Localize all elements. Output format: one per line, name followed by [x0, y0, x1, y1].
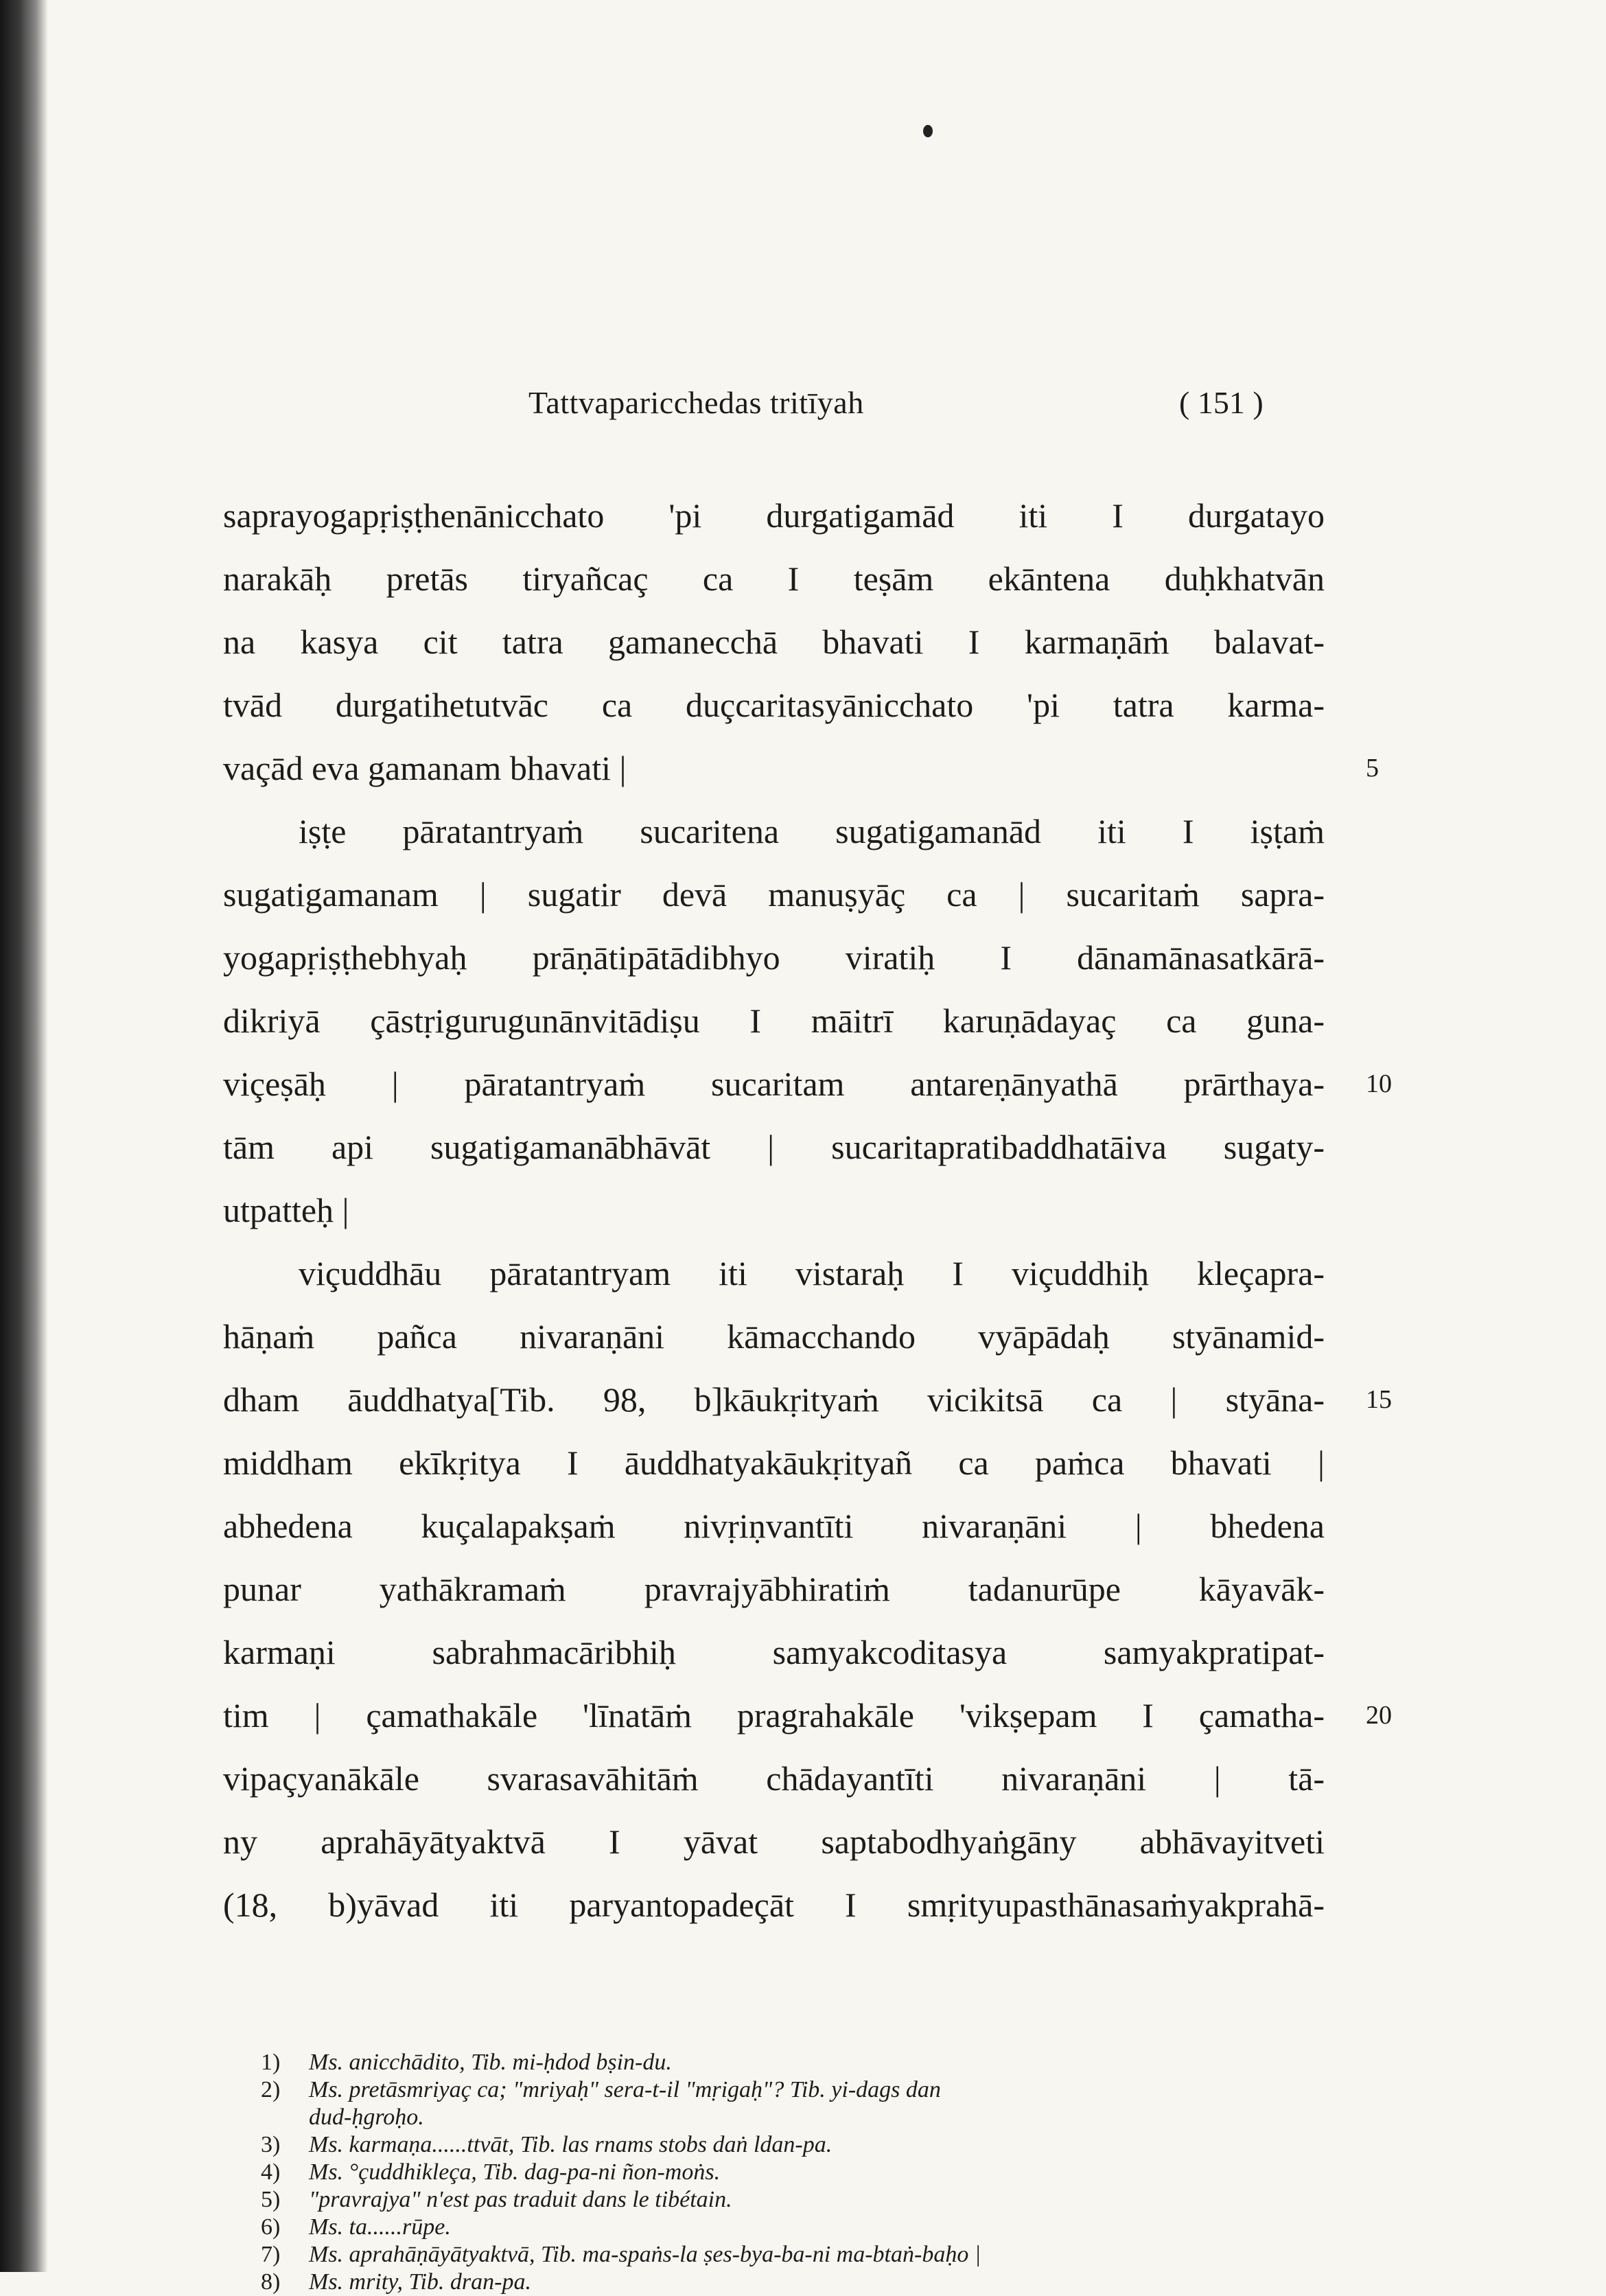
- ink-dot: [923, 125, 933, 137]
- footnote-text: Ms. karmaṇa......ttvāt, Tib. las rnams stobs daṅ ldan-pa.: [309, 2132, 833, 2157]
- text-line: tvād durgatihetutvāc ca duçcaritasyānicchato 'pi tatra karma-: [223, 686, 1325, 724]
- footnote-number: 8): [261, 2269, 281, 2295]
- footnote-text: Ms. aprahāṇāyātyaktvā, Tib. ma-spaṅs-la ṣes-bya-ba-ni ma-btaṅ-baḥo |: [309, 2242, 981, 2267]
- text-line: karmaṇi sabrahmacāribhiḥ samyakcoditasya samyakpratipat-: [223, 1633, 1325, 1671]
- line-number: 15: [1366, 1385, 1392, 1414]
- running-header: [528, 384, 1283, 439]
- text-line: utpatteḥ |: [223, 1191, 349, 1229]
- text-line: narakāḥ pretās tiryañcaç ca I teṣām ekāntena duḥkhatvān: [223, 559, 1325, 598]
- footnote-number: 4): [261, 2159, 281, 2185]
- text-line: viçeṣāḥ | pāratantryaṁ sucaritam antareṇānyathā prārthaya-: [223, 1065, 1325, 1103]
- footnote: [261, 2131, 1359, 2159]
- footnote-number: 7): [261, 2242, 281, 2267]
- footnote-text: Ms. pretāsmriyaç ca; "mriyaḥ" sera-t-il "mṛigaḥ"? Tib. yi-dags dan: [309, 2077, 941, 2102]
- footnote: [261, 2104, 1359, 2131]
- footnote-number: [261, 2104, 309, 2131]
- text-line: dham āuddhatya[Tib. 98, b]kāukṛityaṁ vicikitsā ca | styāna-: [223, 1380, 1325, 1419]
- footnote: [261, 2241, 1359, 2269]
- footnote: [261, 2269, 1359, 2296]
- footnote: [261, 2076, 1359, 2104]
- text-line: middham ekīkṛitya I āuddhatyakāukṛityañ ca paṁca bhavati |: [223, 1443, 1325, 1482]
- text-line: sugatigamanam | sugatir devā manuṣyāç ca | sucaritaṁ sapra-: [223, 875, 1325, 914]
- footnote-text: "pravrajya" n'est pas traduit dans le tibétain.: [309, 2187, 732, 2212]
- footnote-text: Ms. anicchādito, Tib. mi-ḥdod bṣin-du.: [309, 2050, 672, 2075]
- footnotes: [261, 2049, 1359, 2296]
- text-line: punar yathākramaṁ pravrajyābhiratiṁ tadanurūpe kāyavāk-: [223, 1570, 1325, 1608]
- footnote: [261, 2159, 1359, 2186]
- footnote-number: 6): [261, 2214, 281, 2240]
- text-line: saprayogapṛiṣṭhenānicchato 'pi durgatigamād iti I durgatayo: [223, 496, 1325, 535]
- book-binding-shadow: [0, 0, 48, 2272]
- text-line: iṣṭe pāratantryaṁ sucaritena sugatigamanād iti I iṣṭaṁ: [299, 812, 1325, 850]
- footnote-text: Ms. mrity, Tib. dran-pa.: [309, 2269, 531, 2295]
- text-line: viçuddhāu pāratantryam iti vistaraḥ I viçuddhiḥ kleçapra-: [299, 1254, 1325, 1292]
- running-title: Tattvaparicchedas tritīyah: [528, 385, 864, 420]
- line-number: 5: [1366, 754, 1379, 782]
- footnote-text: dud-ḥgroḥo.: [309, 2104, 424, 2130]
- footnote-number: 2): [261, 2077, 281, 2102]
- footnote-text: Ms. °çuddhikleça, Tib. dag-pa-ni ñon-moṅs.: [309, 2159, 721, 2185]
- line-number: 10: [1366, 1069, 1392, 1098]
- footnote-number: 1): [261, 2050, 281, 2075]
- text-line: tām api sugatigamanābhāvāt | sucaritapratibaddhatāiva sugaty-: [223, 1128, 1325, 1166]
- page-number: ( 151 ): [1179, 385, 1264, 420]
- text-line: hāṇaṁ pañca nivaraṇāni kāmacchando vyāpādaḥ styānamid-: [223, 1317, 1325, 1356]
- text-line: vipaçyanākāle svarasavāhitāṁ chādayantīti nivaraṇāni | tā-: [223, 1759, 1325, 1798]
- text-line: na kasya cit tatra gamanecchā bhavati I karmaṇāṁ balavat-: [223, 623, 1325, 661]
- text-line: abhedena kuçalapakṣaṁ nivṛiṇvantīti nivaraṇāni | bhedena: [223, 1507, 1325, 1545]
- text-line: tim | çamathakāle 'līnatāṁ pragrahakāle 'vikṣepam I çamatha-: [223, 1696, 1325, 1735]
- footnote: [261, 2049, 1359, 2076]
- main-text: [223, 484, 1325, 1936]
- footnote-number: 3): [261, 2132, 281, 2157]
- text-line: ny aprahāyātyaktvā I yāvat saptabodhyaṅgāny abhāvayitveti: [223, 1822, 1325, 1861]
- text-line: (18, b)yāvad iti paryantopadeçāt I smṛityupasthānasaṁyakprahā-: [223, 1886, 1325, 1924]
- line-number: 20: [1366, 1701, 1392, 1730]
- footnote-number: 5): [261, 2187, 281, 2212]
- text-line: yogapṛiṣṭhebhyaḥ prāṇātipātādibhyo viratiḥ I dānamānasatkārā-: [223, 938, 1325, 977]
- footnote: [261, 2214, 1359, 2241]
- footnote: [261, 2186, 1359, 2214]
- text-line: vaçād eva gamanam bhavati |: [223, 749, 627, 787]
- text-line: dikriyā çāstṛigurugunānvitādiṣu I māitrī karuṇādayaç ca guna-: [223, 1001, 1325, 1040]
- footnote-text: Ms. ta......rūpe.: [309, 2214, 451, 2240]
